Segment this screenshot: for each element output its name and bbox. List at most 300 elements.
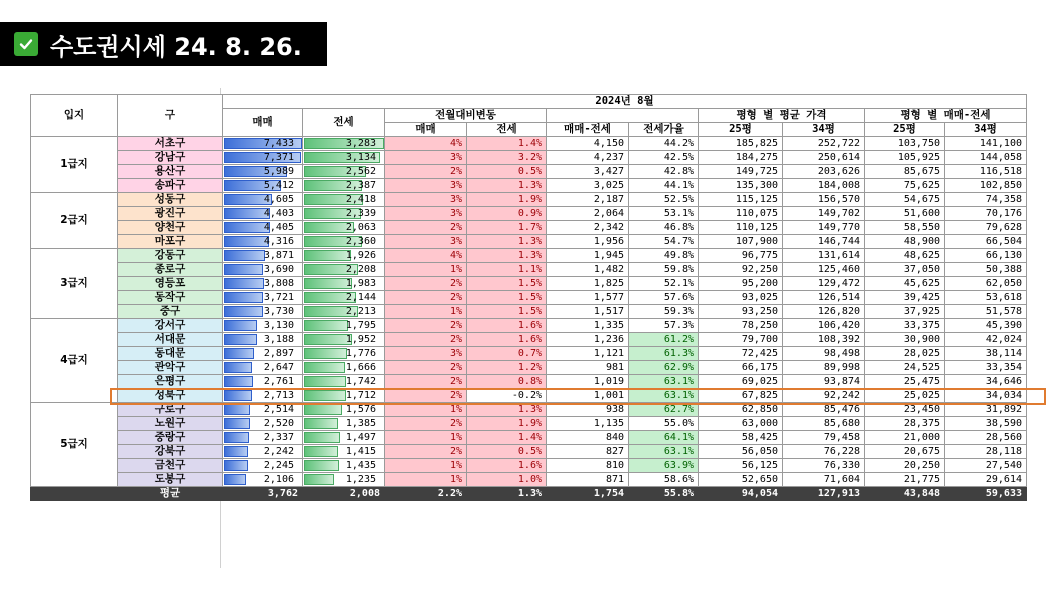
- gu-cell: 송파구: [118, 179, 223, 193]
- ratio-cell: 58.6%: [629, 473, 699, 487]
- average-gap-cell: 1,754: [547, 487, 629, 501]
- gap-34-cell: 31,892: [945, 403, 1027, 417]
- change-sale-cell: 4%: [385, 137, 467, 151]
- price-25-cell: 63,000: [699, 417, 783, 431]
- gap-cell: 1,956: [547, 235, 629, 249]
- header-sale: 매매: [223, 109, 303, 137]
- ratio-cell: 61.3%: [629, 347, 699, 361]
- average-sale-cell: 3,762: [223, 487, 303, 501]
- sale-value: 5,412: [263, 180, 294, 191]
- sale-cell: [223, 221, 303, 235]
- sale-value: 2,514: [263, 404, 294, 415]
- gap-25-cell: 45,625: [865, 277, 945, 291]
- average-ratio-cell: 55.8%: [629, 487, 699, 501]
- gap-34-cell: 70,176: [945, 207, 1027, 221]
- jeonse-cell: [303, 193, 385, 207]
- price-34-cell: 252,722: [783, 137, 865, 151]
- gap-cell: 3,427: [547, 165, 629, 179]
- header-period: 2024년 8월: [223, 95, 1027, 109]
- jeonse-cell: [303, 305, 385, 319]
- checkbox-icon: [14, 32, 38, 56]
- table-row: [31, 263, 1027, 277]
- sale-cell: [223, 403, 303, 417]
- change-sale-cell: 3%: [385, 179, 467, 193]
- jeonse-cell: [303, 207, 385, 221]
- gap-25-cell: 30,900: [865, 333, 945, 347]
- price-25-cell: 69,025: [699, 375, 783, 389]
- ratio-cell: 52.1%: [629, 277, 699, 291]
- change-jeonse-cell: 1.4%: [467, 137, 547, 151]
- gap-34-cell: 144,058: [945, 151, 1027, 165]
- sale-cell: [223, 207, 303, 221]
- ratio-cell: 49.8%: [629, 249, 699, 263]
- ratio-cell: 61.2%: [629, 333, 699, 347]
- jeonse-cell: [303, 249, 385, 263]
- gap-25-cell: 20,675: [865, 445, 945, 459]
- gap-cell: 1,577: [547, 291, 629, 305]
- gu-cell: 중구: [118, 305, 223, 319]
- gap-25-cell: 48,625: [865, 249, 945, 263]
- jeonse-value: 2,360: [345, 236, 376, 247]
- jeonse-cell: [303, 347, 385, 361]
- region-cell: 5급지: [31, 403, 118, 487]
- gap-cell: 938: [547, 403, 629, 417]
- gap-25-cell: 85,675: [865, 165, 945, 179]
- price-34-cell: 156,570: [783, 193, 865, 207]
- price-34-cell: 106,420: [783, 319, 865, 333]
- change-jeonse-cell: 1.4%: [467, 431, 547, 445]
- sale-cell: [223, 319, 303, 333]
- gap-cell: 1,482: [547, 263, 629, 277]
- jeonse-cell: [303, 151, 385, 165]
- gap-34-cell: 34,034: [945, 389, 1027, 403]
- jeonse-cell: [303, 389, 385, 403]
- jeonse-cell: [303, 417, 385, 431]
- average-row: [31, 487, 1027, 501]
- ratio-cell: 54.7%: [629, 235, 699, 249]
- price-34-cell: 76,330: [783, 459, 865, 473]
- gap-25-cell: 75,625: [865, 179, 945, 193]
- sale-cell: [223, 165, 303, 179]
- gu-cell: 강동구: [118, 249, 223, 263]
- gap-cell: 1,825: [547, 277, 629, 291]
- jeonse-value: 1,235: [345, 474, 376, 485]
- table-row: [31, 319, 1027, 333]
- sale-cell: [223, 375, 303, 389]
- gap-25-cell: 21,000: [865, 431, 945, 445]
- table-row: [31, 459, 1027, 473]
- gu-cell: 서초구: [118, 137, 223, 151]
- gap-cell: 2,187: [547, 193, 629, 207]
- change-jeonse-cell: 1.3%: [467, 403, 547, 417]
- sale-cell: [223, 305, 303, 319]
- table-row: [31, 403, 1027, 417]
- table-row: [31, 361, 1027, 375]
- gap-34-cell: 102,850: [945, 179, 1027, 193]
- gap-cell: 1,121: [547, 347, 629, 361]
- sale-cell: [223, 347, 303, 361]
- ratio-cell: 46.8%: [629, 221, 699, 235]
- gap-cell: 4,150: [547, 137, 629, 151]
- gap-34-cell: 34,646: [945, 375, 1027, 389]
- gap-25-cell: 21,775: [865, 473, 945, 487]
- average-ch-sale-cell: 2.2%: [385, 487, 467, 501]
- sale-cell: [223, 473, 303, 487]
- change-sale-cell: 2%: [385, 319, 467, 333]
- jeonse-cell: [303, 375, 385, 389]
- price-34-cell: 126,820: [783, 305, 865, 319]
- region-cell: 4급지: [31, 319, 118, 403]
- jeonse-value: 1,415: [345, 446, 376, 457]
- sale-cell: [223, 291, 303, 305]
- jeonse-value: 2,418: [345, 194, 376, 205]
- header-change-sale: 매매: [385, 123, 467, 137]
- gap-25-cell: 24,525: [865, 361, 945, 375]
- region-cell: 2급지: [31, 193, 118, 249]
- sale-value: 4,403: [263, 208, 294, 219]
- table-row: [31, 277, 1027, 291]
- gu-cell: 관악구: [118, 361, 223, 375]
- gap-34-cell: 38,590: [945, 417, 1027, 431]
- change-jeonse-cell: 1.3%: [467, 249, 547, 263]
- price-25-cell: 56,125: [699, 459, 783, 473]
- jeonse-value: 2,562: [345, 166, 376, 177]
- price-34-cell: 108,392: [783, 333, 865, 347]
- header-region: 입지: [31, 95, 118, 137]
- average-jeonse-cell: 2,008: [303, 487, 385, 501]
- gap-34-cell: 28,560: [945, 431, 1027, 445]
- gap-25-cell: 58,550: [865, 221, 945, 235]
- gap-34-cell: 50,388: [945, 263, 1027, 277]
- jeonse-cell: [303, 431, 385, 445]
- table-row: [31, 375, 1027, 389]
- sale-cell: [223, 249, 303, 263]
- gap-34-cell: 66,504: [945, 235, 1027, 249]
- sale-cell: [223, 445, 303, 459]
- jeonse-cell: [303, 221, 385, 235]
- ratio-cell: 44.2%: [629, 137, 699, 151]
- change-jeonse-cell: 0.8%: [467, 375, 547, 389]
- jeonse-cell: [303, 319, 385, 333]
- price-34-cell: 184,008: [783, 179, 865, 193]
- ratio-cell: 59.8%: [629, 263, 699, 277]
- price-25-cell: 79,700: [699, 333, 783, 347]
- change-jeonse-cell: 3.2%: [467, 151, 547, 165]
- gu-cell: 성북구: [118, 389, 223, 403]
- table-row: [31, 417, 1027, 431]
- jeonse-value: 1,497: [345, 432, 376, 443]
- table-row: [31, 249, 1027, 263]
- gu-cell: 양천구: [118, 221, 223, 235]
- change-sale-cell: 1%: [385, 459, 467, 473]
- change-jeonse-cell: 1.1%: [467, 263, 547, 277]
- sale-cell: [223, 235, 303, 249]
- change-sale-cell: 2%: [385, 417, 467, 431]
- gap-34-cell: 53,618: [945, 291, 1027, 305]
- price-25-cell: 72,425: [699, 347, 783, 361]
- sale-cell: [223, 151, 303, 165]
- gu-cell: 마포구: [118, 235, 223, 249]
- ratio-cell: 63.1%: [629, 375, 699, 389]
- ratio-cell: 62.7%: [629, 403, 699, 417]
- change-jeonse-cell: 1.0%: [467, 473, 547, 487]
- gap-25-cell: 28,375: [865, 417, 945, 431]
- table-body: [31, 137, 1027, 501]
- gu-cell: 종로구: [118, 263, 223, 277]
- average-p34-cell: 127,913: [783, 487, 865, 501]
- gap-cell: 1,019: [547, 375, 629, 389]
- sale-value: 2,520: [263, 418, 294, 429]
- table-row: [31, 347, 1027, 361]
- price-34-cell: 131,614: [783, 249, 865, 263]
- price-34-cell: 71,604: [783, 473, 865, 487]
- change-jeonse-cell: 1.3%: [467, 235, 547, 249]
- gap-25-cell: 20,250: [865, 459, 945, 473]
- gap-cell: 871: [547, 473, 629, 487]
- table-row: [31, 291, 1027, 305]
- sale-cell: [223, 389, 303, 403]
- header-price-34: 34평: [783, 123, 865, 137]
- gap-25-cell: 51,600: [865, 207, 945, 221]
- header-gap-34: 34평: [945, 123, 1027, 137]
- jeonse-cell: [303, 333, 385, 347]
- gap-25-cell: 33,375: [865, 319, 945, 333]
- sale-cell: [223, 417, 303, 431]
- header-jeonse: 전세: [303, 109, 385, 137]
- price-34-cell: 250,614: [783, 151, 865, 165]
- gap-34-cell: 42,024: [945, 333, 1027, 347]
- sale-value: 4,405: [263, 222, 294, 233]
- sale-value: 3,730: [263, 306, 294, 317]
- gap-25-cell: 37,925: [865, 305, 945, 319]
- price-25-cell: 96,775: [699, 249, 783, 263]
- sale-value: 2,245: [263, 460, 294, 471]
- gap-34-cell: 66,130: [945, 249, 1027, 263]
- gap-25-cell: 105,925: [865, 151, 945, 165]
- jeonse-cell: [303, 291, 385, 305]
- change-jeonse-cell: 1.9%: [467, 417, 547, 431]
- jeonse-cell: [303, 179, 385, 193]
- gap-cell: 3,025: [547, 179, 629, 193]
- gap-25-cell: 39,425: [865, 291, 945, 305]
- gap-34-cell: 116,518: [945, 165, 1027, 179]
- jeonse-value: 3,283: [345, 138, 376, 149]
- gu-cell: 서대문: [118, 333, 223, 347]
- sale-value: 3,130: [263, 320, 294, 331]
- table-row: [31, 235, 1027, 249]
- change-sale-cell: 2%: [385, 389, 467, 403]
- price-34-cell: 126,514: [783, 291, 865, 305]
- table-row: [31, 179, 1027, 193]
- price-25-cell: 66,175: [699, 361, 783, 375]
- jeonse-cell: [303, 403, 385, 417]
- gap-cell: 1,135: [547, 417, 629, 431]
- change-jeonse-cell: 1.3%: [467, 179, 547, 193]
- table-row: [31, 207, 1027, 221]
- change-jeonse-cell: 1.6%: [467, 459, 547, 473]
- sale-cell: [223, 459, 303, 473]
- ratio-cell: 53.1%: [629, 207, 699, 221]
- gap-25-cell: 48,900: [865, 235, 945, 249]
- price-table: [30, 94, 1027, 501]
- price-25-cell: 93,250: [699, 305, 783, 319]
- header-blank: [547, 109, 699, 123]
- page-title: 수도권시세 24. 8. 26.: [50, 32, 302, 61]
- jeonse-value: 1,576: [345, 404, 376, 415]
- gap-34-cell: 29,614: [945, 473, 1027, 487]
- change-jeonse-cell: 1.9%: [467, 193, 547, 207]
- sale-cell: [223, 277, 303, 291]
- jeonse-value: 1,666: [345, 362, 376, 373]
- sale-value: 4,316: [263, 236, 294, 247]
- price-25-cell: 56,050: [699, 445, 783, 459]
- table-row: [31, 333, 1027, 347]
- gap-25-cell: 28,025: [865, 347, 945, 361]
- jeonse-cell: [303, 445, 385, 459]
- average-ch-jeonse-cell: 1.3%: [467, 487, 547, 501]
- table-row: [31, 193, 1027, 207]
- price-34-cell: 79,458: [783, 431, 865, 445]
- sale-value: 4,605: [263, 194, 294, 205]
- price-25-cell: 58,425: [699, 431, 783, 445]
- price-34-cell: 146,744: [783, 235, 865, 249]
- gu-cell: 강남구: [118, 151, 223, 165]
- table-row: [31, 151, 1027, 165]
- gu-cell: 은평구: [118, 375, 223, 389]
- price-34-cell: 85,476: [783, 403, 865, 417]
- jeonse-cell: [303, 277, 385, 291]
- gap-cell: 827: [547, 445, 629, 459]
- title-bar: [0, 22, 327, 66]
- header-ratio: 전세가율: [629, 123, 699, 137]
- average-p25-cell: 94,054: [699, 487, 783, 501]
- region-cell: 3급지: [31, 249, 118, 319]
- ratio-cell: 63.9%: [629, 459, 699, 473]
- jeonse-value: 1,435: [345, 460, 376, 471]
- gu-cell: 강서구: [118, 319, 223, 333]
- gu-cell: 중랑구: [118, 431, 223, 445]
- gap-25-cell: 23,450: [865, 403, 945, 417]
- table-row: [31, 431, 1027, 445]
- average-gu-cell: 평균: [118, 487, 223, 501]
- gap-34-cell: 28,118: [945, 445, 1027, 459]
- gap-25-cell: 37,050: [865, 263, 945, 277]
- change-jeonse-cell: 1.2%: [467, 361, 547, 375]
- gap-34-cell: 79,628: [945, 221, 1027, 235]
- table-row: [31, 389, 1027, 403]
- change-sale-cell: 3%: [385, 235, 467, 249]
- header-gap-25: 25평: [865, 123, 945, 137]
- price-25-cell: 135,300: [699, 179, 783, 193]
- change-sale-cell: 1%: [385, 473, 467, 487]
- sale-value: 3,721: [263, 292, 294, 303]
- jeonse-value: 1,983: [345, 278, 376, 289]
- gu-cell: 동작구: [118, 291, 223, 305]
- header-price-25: 25평: [699, 123, 783, 137]
- change-jeonse-cell: 0.5%: [467, 165, 547, 179]
- gu-cell: 영등포: [118, 277, 223, 291]
- gap-25-cell: 54,675: [865, 193, 945, 207]
- change-sale-cell: 1%: [385, 403, 467, 417]
- change-sale-cell: 2%: [385, 165, 467, 179]
- table-row: [31, 221, 1027, 235]
- header-change: 전월대비변동: [385, 109, 547, 123]
- jeonse-cell: [303, 165, 385, 179]
- change-sale-cell: 4%: [385, 249, 467, 263]
- change-jeonse-cell: 1.5%: [467, 305, 547, 319]
- ratio-cell: 44.1%: [629, 179, 699, 193]
- change-sale-cell: 2%: [385, 221, 467, 235]
- change-sale-cell: 2%: [385, 333, 467, 347]
- change-jeonse-cell: 0.9%: [467, 207, 547, 221]
- jeonse-value: 2,144: [345, 292, 376, 303]
- sale-cell: [223, 193, 303, 207]
- price-25-cell: 78,250: [699, 319, 783, 333]
- change-jeonse-cell: 1.7%: [467, 221, 547, 235]
- ratio-cell: 52.5%: [629, 193, 699, 207]
- gap-34-cell: 33,354: [945, 361, 1027, 375]
- jeonse-value: 1,952: [345, 334, 376, 345]
- ratio-cell: 64.1%: [629, 431, 699, 445]
- sale-value: 7,371: [263, 152, 294, 163]
- jeonse-cell: [303, 137, 385, 151]
- gap-cell: 1,001: [547, 389, 629, 403]
- jeonse-value: 1,385: [345, 418, 376, 429]
- price-25-cell: 107,900: [699, 235, 783, 249]
- jeonse-value: 2,208: [345, 264, 376, 275]
- jeonse-value: 3,134: [345, 152, 376, 163]
- sale-cell: [223, 137, 303, 151]
- gu-cell: 성동구: [118, 193, 223, 207]
- jeonse-value: 1,712: [345, 390, 376, 401]
- change-sale-cell: 3%: [385, 347, 467, 361]
- sale-value: 5,989: [263, 166, 294, 177]
- table-row: [31, 305, 1027, 319]
- ratio-cell: 57.6%: [629, 291, 699, 305]
- gap-34-cell: 74,358: [945, 193, 1027, 207]
- gap-25-cell: 25,025: [865, 389, 945, 403]
- gu-cell: 용산구: [118, 165, 223, 179]
- change-sale-cell: 3%: [385, 193, 467, 207]
- jeonse-value: 2,063: [345, 222, 376, 233]
- jeonse-value: 2,339: [345, 208, 376, 219]
- price-25-cell: 62,850: [699, 403, 783, 417]
- jeonse-value: 2,213: [345, 306, 376, 317]
- gap-cell: 2,342: [547, 221, 629, 235]
- gap-34-cell: 45,390: [945, 319, 1027, 333]
- gu-cell: 동대문: [118, 347, 223, 361]
- price-34-cell: 98,498: [783, 347, 865, 361]
- price-34-cell: 76,228: [783, 445, 865, 459]
- average-g34-cell: 59,633: [945, 487, 1027, 501]
- ratio-cell: 59.3%: [629, 305, 699, 319]
- ratio-cell: 42.8%: [629, 165, 699, 179]
- table-row: [31, 473, 1027, 487]
- jeonse-cell: [303, 459, 385, 473]
- price-25-cell: 185,825: [699, 137, 783, 151]
- change-jeonse-cell: 1.5%: [467, 291, 547, 305]
- price-25-cell: 92,250: [699, 263, 783, 277]
- sale-value: 2,897: [263, 348, 294, 359]
- region-cell: 1급지: [31, 137, 118, 193]
- gap-cell: 2,064: [547, 207, 629, 221]
- price-34-cell: 85,680: [783, 417, 865, 431]
- price-25-cell: 110,125: [699, 221, 783, 235]
- change-jeonse-cell: 0.7%: [467, 347, 547, 361]
- gap-25-cell: 103,750: [865, 137, 945, 151]
- sale-value: 3,690: [263, 264, 294, 275]
- change-sale-cell: 2%: [385, 277, 467, 291]
